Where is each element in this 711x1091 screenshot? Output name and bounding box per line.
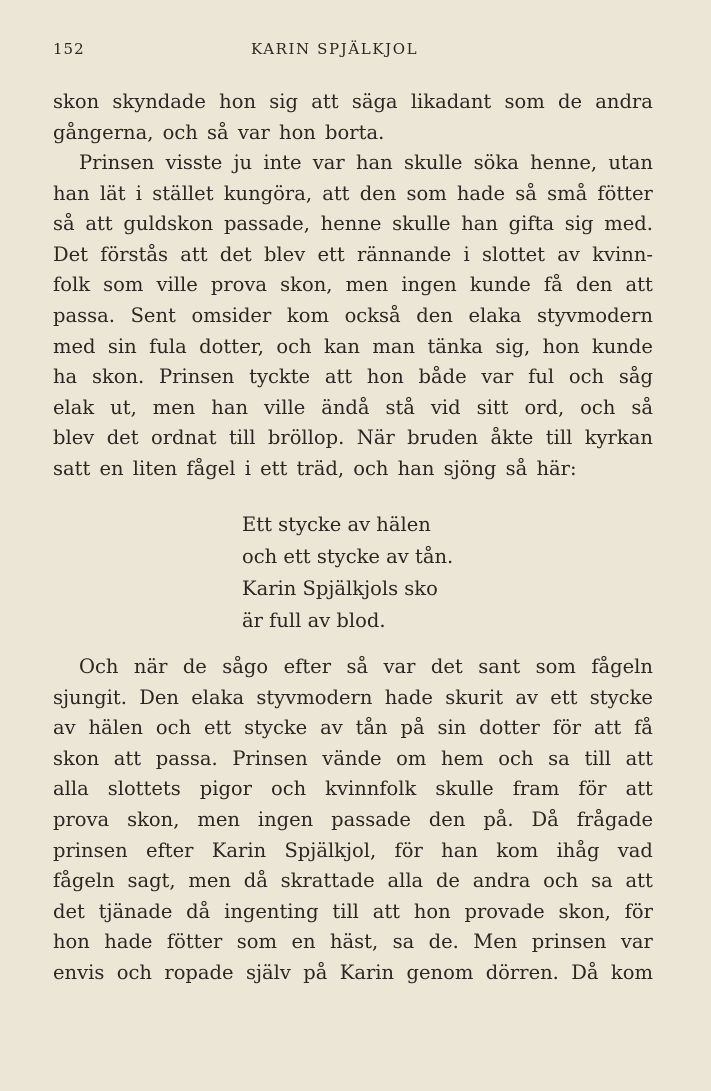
word: efter bbox=[146, 838, 194, 862]
word: han bbox=[211, 395, 249, 419]
word: var bbox=[620, 930, 653, 954]
text-line bbox=[53, 301, 653, 332]
word: Och bbox=[79, 655, 119, 678]
word: sin bbox=[437, 716, 467, 740]
word: dotter, bbox=[199, 334, 264, 358]
word: omsider bbox=[191, 303, 272, 327]
text-line bbox=[53, 209, 653, 240]
word: en bbox=[291, 930, 316, 954]
word: elak bbox=[53, 395, 95, 419]
word: så bbox=[515, 181, 537, 205]
word: rännande bbox=[356, 242, 452, 266]
word: de. bbox=[428, 930, 459, 954]
paragraph-2 bbox=[53, 148, 653, 485]
word: säga bbox=[351, 90, 398, 113]
word: tyckte bbox=[249, 365, 311, 389]
word: hon bbox=[219, 90, 257, 113]
word: de bbox=[435, 869, 460, 893]
word: att bbox=[372, 899, 401, 923]
word: men bbox=[188, 869, 231, 893]
word: för bbox=[624, 899, 653, 923]
word: prinsen bbox=[53, 838, 128, 862]
word: ordnat bbox=[150, 426, 217, 450]
word: sågo bbox=[222, 655, 269, 678]
word: och bbox=[276, 334, 312, 358]
word: hon bbox=[413, 899, 451, 923]
word: så bbox=[631, 395, 653, 419]
word: skon, bbox=[558, 899, 611, 923]
word: att bbox=[625, 777, 653, 801]
word: han bbox=[461, 212, 498, 236]
word: skulle bbox=[392, 212, 451, 236]
word: det bbox=[106, 426, 139, 450]
word: ändå bbox=[321, 395, 370, 419]
word: skon bbox=[53, 746, 100, 770]
word: att bbox=[324, 365, 353, 389]
word: med. bbox=[604, 212, 653, 236]
word: små bbox=[547, 181, 588, 205]
word: Spjälkjol, bbox=[284, 838, 377, 862]
text-line bbox=[53, 270, 653, 301]
word: sitt bbox=[476, 395, 509, 419]
paragraph-1 bbox=[53, 87, 653, 148]
word: ihåg bbox=[556, 838, 600, 862]
word: ropade bbox=[164, 960, 234, 984]
word: åkte bbox=[490, 426, 534, 450]
word: envis bbox=[53, 960, 105, 984]
verse-line: Karin Spjälkjols sko bbox=[242, 577, 438, 600]
word: fötter bbox=[166, 930, 223, 954]
word: pigor bbox=[199, 777, 252, 801]
word: sjungit. bbox=[53, 685, 127, 709]
word: frågade bbox=[576, 807, 653, 831]
word: vände bbox=[322, 746, 382, 770]
word: dotter bbox=[479, 716, 540, 740]
word: skon bbox=[53, 90, 100, 113]
word: med bbox=[53, 334, 96, 358]
word: visste bbox=[165, 151, 223, 174]
word: utan bbox=[608, 151, 653, 174]
word: som bbox=[406, 181, 447, 205]
word: vad bbox=[617, 838, 653, 862]
paragraph-3 bbox=[53, 652, 653, 989]
word: som bbox=[504, 90, 545, 113]
word: elaka bbox=[468, 303, 522, 327]
word: och bbox=[580, 395, 616, 419]
word: och bbox=[543, 869, 579, 893]
word: ut, bbox=[110, 395, 137, 419]
word: passa. bbox=[155, 746, 218, 770]
word: när bbox=[133, 655, 168, 678]
word: och bbox=[568, 365, 605, 389]
word: och bbox=[270, 777, 307, 801]
word: Karin bbox=[339, 960, 395, 984]
word: fula bbox=[149, 334, 187, 358]
word: de bbox=[182, 655, 207, 678]
word: Då bbox=[571, 960, 599, 984]
word: det bbox=[219, 242, 252, 266]
word: Prinsen bbox=[159, 365, 235, 389]
word: ord, bbox=[524, 395, 565, 419]
word: Men bbox=[473, 930, 518, 954]
word: att bbox=[625, 273, 653, 297]
word: ett bbox=[550, 685, 578, 709]
text-line bbox=[53, 240, 653, 271]
word: skulle bbox=[404, 151, 463, 174]
word: hon bbox=[366, 365, 404, 389]
word: prova bbox=[53, 807, 110, 831]
text-line bbox=[53, 683, 653, 714]
word: fågeln bbox=[591, 655, 653, 678]
running-title: KARIN SPJÄLKJOL bbox=[251, 40, 419, 58]
word: av bbox=[557, 242, 580, 266]
word: men bbox=[197, 807, 240, 831]
text-line bbox=[53, 393, 653, 424]
word: tjänade bbox=[98, 899, 173, 923]
word: om bbox=[396, 746, 427, 770]
text-line bbox=[53, 744, 653, 775]
word: ha bbox=[53, 365, 78, 389]
word: kom bbox=[610, 960, 653, 984]
word: som bbox=[535, 655, 576, 678]
word: han bbox=[53, 181, 90, 205]
word: den bbox=[575, 273, 613, 297]
text-line bbox=[53, 836, 653, 867]
word: hem bbox=[441, 746, 484, 770]
word: att bbox=[322, 181, 350, 205]
word: Då bbox=[531, 807, 559, 831]
word: han bbox=[356, 151, 393, 174]
page-number: 152 bbox=[53, 40, 85, 58]
word: få bbox=[634, 716, 653, 740]
word: man bbox=[372, 334, 416, 358]
word: stycke bbox=[244, 716, 308, 740]
word: styvmodern bbox=[256, 685, 373, 709]
word: slottets bbox=[107, 777, 181, 801]
word: att bbox=[113, 746, 142, 770]
word: sa bbox=[591, 869, 613, 893]
text-line bbox=[53, 805, 653, 836]
verse bbox=[242, 509, 453, 637]
text-line bbox=[53, 362, 653, 393]
word: den bbox=[359, 181, 397, 205]
word: att bbox=[180, 242, 208, 266]
word: att bbox=[85, 212, 113, 236]
word: andra bbox=[472, 869, 531, 893]
word: ingen bbox=[257, 807, 314, 831]
word: sa bbox=[392, 930, 415, 954]
word: likadant bbox=[410, 90, 492, 113]
word: Det bbox=[53, 242, 89, 266]
word: förstås bbox=[100, 242, 169, 266]
word: att bbox=[625, 746, 653, 770]
word: så bbox=[53, 212, 75, 236]
word: då bbox=[186, 899, 211, 923]
word: efter bbox=[283, 655, 332, 678]
word: tänka bbox=[427, 334, 483, 358]
word: sant bbox=[478, 655, 521, 678]
text-line: gångerna, och så var hon borta. bbox=[53, 120, 385, 144]
text-line: satt en liten fågel i ett träd, och han sjöng så här: bbox=[53, 456, 577, 480]
word: skulle bbox=[435, 777, 494, 801]
word: men bbox=[152, 395, 196, 419]
word: få bbox=[543, 273, 563, 297]
word: henne, bbox=[530, 151, 598, 174]
word: sagt, bbox=[127, 869, 176, 893]
word: hon bbox=[542, 334, 580, 358]
word: slottet bbox=[481, 242, 546, 266]
word: på. bbox=[483, 807, 514, 831]
text-line bbox=[53, 332, 653, 363]
word: kom bbox=[286, 303, 329, 327]
page-header bbox=[53, 40, 653, 64]
word: skyndade bbox=[112, 90, 206, 113]
word: till bbox=[545, 426, 573, 450]
word: den bbox=[428, 807, 466, 831]
word: passade bbox=[331, 807, 411, 831]
word: i bbox=[135, 181, 143, 205]
word: skrattade bbox=[280, 869, 375, 893]
word: blev bbox=[53, 426, 95, 450]
word: guldskon bbox=[123, 212, 214, 236]
word: bruden bbox=[407, 426, 479, 450]
word: inte bbox=[263, 151, 302, 174]
word: Prinsen bbox=[232, 746, 308, 770]
word: var bbox=[481, 365, 514, 389]
word: lät bbox=[99, 181, 126, 205]
word: passa. bbox=[53, 303, 115, 327]
word: han bbox=[441, 838, 478, 862]
word: ful bbox=[528, 365, 555, 389]
word: och bbox=[116, 960, 152, 984]
word: sig bbox=[269, 90, 298, 113]
word: så bbox=[346, 655, 369, 678]
word: ingenting bbox=[224, 899, 319, 923]
word: elaka bbox=[191, 685, 245, 709]
word: ett bbox=[317, 242, 345, 266]
text-line bbox=[53, 148, 653, 179]
word: fötter bbox=[597, 181, 653, 205]
word: provade bbox=[464, 899, 545, 923]
word: genom bbox=[406, 960, 474, 984]
word: att bbox=[625, 869, 653, 893]
text-line bbox=[53, 713, 653, 744]
word: det bbox=[430, 655, 463, 678]
word: styvmodern bbox=[536, 303, 653, 327]
word: hade bbox=[384, 685, 433, 709]
word: var bbox=[383, 655, 416, 678]
word: folk bbox=[53, 273, 91, 297]
word: dörren. bbox=[485, 960, 559, 984]
word: och bbox=[498, 746, 534, 770]
text-line bbox=[53, 179, 653, 210]
word: av bbox=[53, 716, 76, 740]
word: det bbox=[53, 899, 85, 923]
word: på bbox=[400, 716, 425, 740]
word: hade bbox=[104, 930, 153, 954]
word: sig, bbox=[495, 334, 531, 358]
word: skurit bbox=[445, 685, 504, 709]
word: söka bbox=[473, 151, 519, 174]
word: alla bbox=[53, 777, 89, 801]
word: ingen bbox=[401, 273, 457, 297]
word: Den bbox=[139, 685, 179, 709]
word: men bbox=[345, 273, 389, 297]
verse-line: Ett stycke av hälen bbox=[242, 513, 431, 536]
word: de bbox=[557, 90, 583, 113]
word: också bbox=[344, 303, 401, 327]
word: Prinsen bbox=[79, 151, 155, 174]
word: kyrkan bbox=[584, 426, 653, 450]
word: till bbox=[228, 426, 256, 450]
text-line bbox=[53, 652, 653, 683]
word: häst, bbox=[329, 930, 379, 954]
word: på bbox=[303, 960, 328, 984]
word: för bbox=[394, 838, 423, 862]
word: fågeln bbox=[53, 869, 115, 893]
word: till bbox=[584, 746, 611, 770]
word: stycke bbox=[589, 685, 653, 709]
word: stå bbox=[385, 395, 415, 419]
word: ju bbox=[233, 151, 253, 174]
text-line bbox=[53, 958, 653, 989]
word: kungöra, bbox=[223, 181, 313, 205]
word: henne bbox=[320, 212, 382, 236]
text-line bbox=[53, 87, 653, 118]
word: Sent bbox=[130, 303, 176, 327]
word: kvinnfolk bbox=[325, 777, 417, 801]
word: att bbox=[311, 90, 339, 113]
word: skon, bbox=[280, 273, 333, 297]
word: stället bbox=[152, 181, 214, 205]
word: hälen bbox=[88, 716, 144, 740]
word: bröllop. bbox=[267, 426, 345, 450]
text-line bbox=[53, 897, 653, 928]
text-line bbox=[53, 774, 653, 805]
word: prova bbox=[210, 273, 268, 297]
word: av bbox=[320, 716, 343, 740]
word: kunde bbox=[591, 334, 653, 358]
text-line bbox=[53, 866, 653, 897]
word: passade, bbox=[223, 212, 310, 236]
word: såg bbox=[618, 365, 653, 389]
word: hade bbox=[456, 181, 506, 205]
word: och bbox=[155, 716, 192, 740]
word: för bbox=[552, 716, 582, 740]
word: prinsen bbox=[531, 930, 607, 954]
word: alla bbox=[387, 869, 424, 893]
text-line bbox=[53, 423, 653, 454]
word: ville bbox=[156, 273, 198, 297]
verse-line: och ett stycke av tån. bbox=[242, 545, 454, 568]
word: kvinn- bbox=[592, 242, 653, 266]
word: den bbox=[416, 303, 453, 327]
word: ville bbox=[263, 395, 306, 419]
word: sig bbox=[564, 212, 594, 236]
word: När bbox=[356, 426, 395, 450]
text-line bbox=[53, 927, 653, 958]
word: skon, bbox=[127, 807, 180, 831]
word: skon. bbox=[91, 365, 145, 389]
word: kom bbox=[496, 838, 539, 862]
verse-line: är full av blod. bbox=[242, 609, 386, 632]
word: kunde bbox=[469, 273, 531, 297]
word: hon bbox=[53, 930, 90, 954]
word: ett bbox=[204, 716, 232, 740]
word: fram bbox=[512, 777, 560, 801]
word: gifta bbox=[508, 212, 555, 236]
word: Karin bbox=[211, 838, 267, 862]
word: då bbox=[243, 869, 268, 893]
word: att bbox=[593, 716, 622, 740]
word: som bbox=[236, 930, 278, 954]
word: av bbox=[515, 685, 538, 709]
word: kan bbox=[323, 334, 360, 358]
word: för bbox=[578, 777, 607, 801]
word: sa bbox=[548, 746, 570, 770]
word: andra bbox=[595, 90, 653, 113]
word: sin bbox=[107, 334, 137, 358]
word: blev bbox=[263, 242, 306, 266]
word: i bbox=[463, 242, 470, 266]
word: tån bbox=[355, 716, 388, 740]
word: vid bbox=[430, 395, 461, 419]
word: både bbox=[418, 365, 467, 389]
word: var bbox=[312, 151, 345, 174]
word: själv bbox=[245, 960, 291, 984]
word: till bbox=[332, 899, 359, 923]
word: som bbox=[103, 273, 144, 297]
